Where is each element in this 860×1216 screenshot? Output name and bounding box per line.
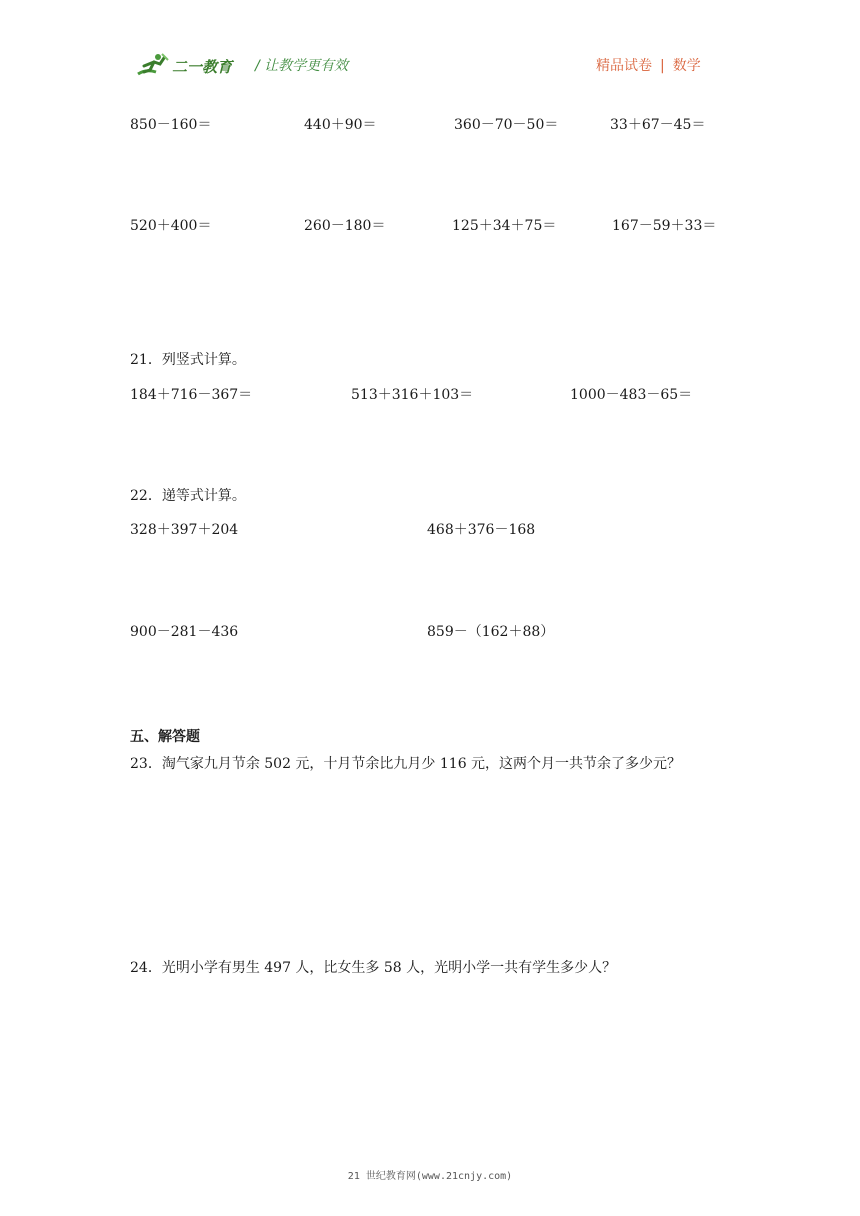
oral-calc-item: 850－160＝ bbox=[130, 117, 212, 133]
header-separator: | bbox=[660, 58, 665, 74]
logo-text: 二一教育 bbox=[172, 58, 233, 76]
oral-calc-item: 360－70－50＝ bbox=[454, 117, 559, 133]
header-paper-label: 精品试卷 bbox=[596, 58, 652, 74]
oral-calc-item: 260－180＝ bbox=[304, 218, 386, 234]
vertical-calc-item: 184＋716－367＝ bbox=[130, 387, 253, 403]
stepwise-calc-item: 328＋397＋204 bbox=[130, 522, 239, 538]
stepwise-calc-item: 859－（162＋88） bbox=[427, 624, 555, 640]
vertical-calc-item: 513＋316＋103＝ bbox=[351, 387, 474, 403]
header-slogan: / 让教学更有效 bbox=[255, 58, 349, 74]
question-22-title: 22．递等式计算。 bbox=[130, 488, 246, 504]
oral-calc-item: 125＋34＋75＝ bbox=[452, 218, 557, 234]
vertical-calc-item: 1000－483－65＝ bbox=[570, 387, 693, 403]
oral-calc-item: 167－59＋33＝ bbox=[612, 218, 717, 234]
oral-calc-item: 520＋400＝ bbox=[130, 218, 212, 234]
question-24: 24．光明小学有男生 497 人，比女生多 58 人，光明小学一共有学生多少人？ bbox=[130, 960, 617, 976]
page-footer: 21 世纪教育网(www.21cnjy.com) bbox=[347, 1171, 513, 1182]
stepwise-calc-item: 900－281－436 bbox=[130, 624, 239, 640]
brand-logo bbox=[134, 50, 246, 80]
header-subject-label: 数学 bbox=[672, 58, 701, 74]
question-23: 23．淘气家九月节余 502 元，十月节余比九月少 116 元，这两个月一共节余了多少元？ bbox=[130, 756, 682, 772]
header-subject bbox=[596, 55, 701, 75]
runner-logo-icon bbox=[134, 50, 246, 80]
question-21-title: 21．列竖式计算。 bbox=[130, 352, 246, 368]
oral-calc-item: 33＋67－45＝ bbox=[610, 117, 706, 133]
oral-calc-item: 440＋90＝ bbox=[304, 117, 377, 133]
stepwise-calc-item: 468＋376－168 bbox=[427, 522, 536, 538]
section-heading: 五、解答题 bbox=[130, 729, 200, 745]
